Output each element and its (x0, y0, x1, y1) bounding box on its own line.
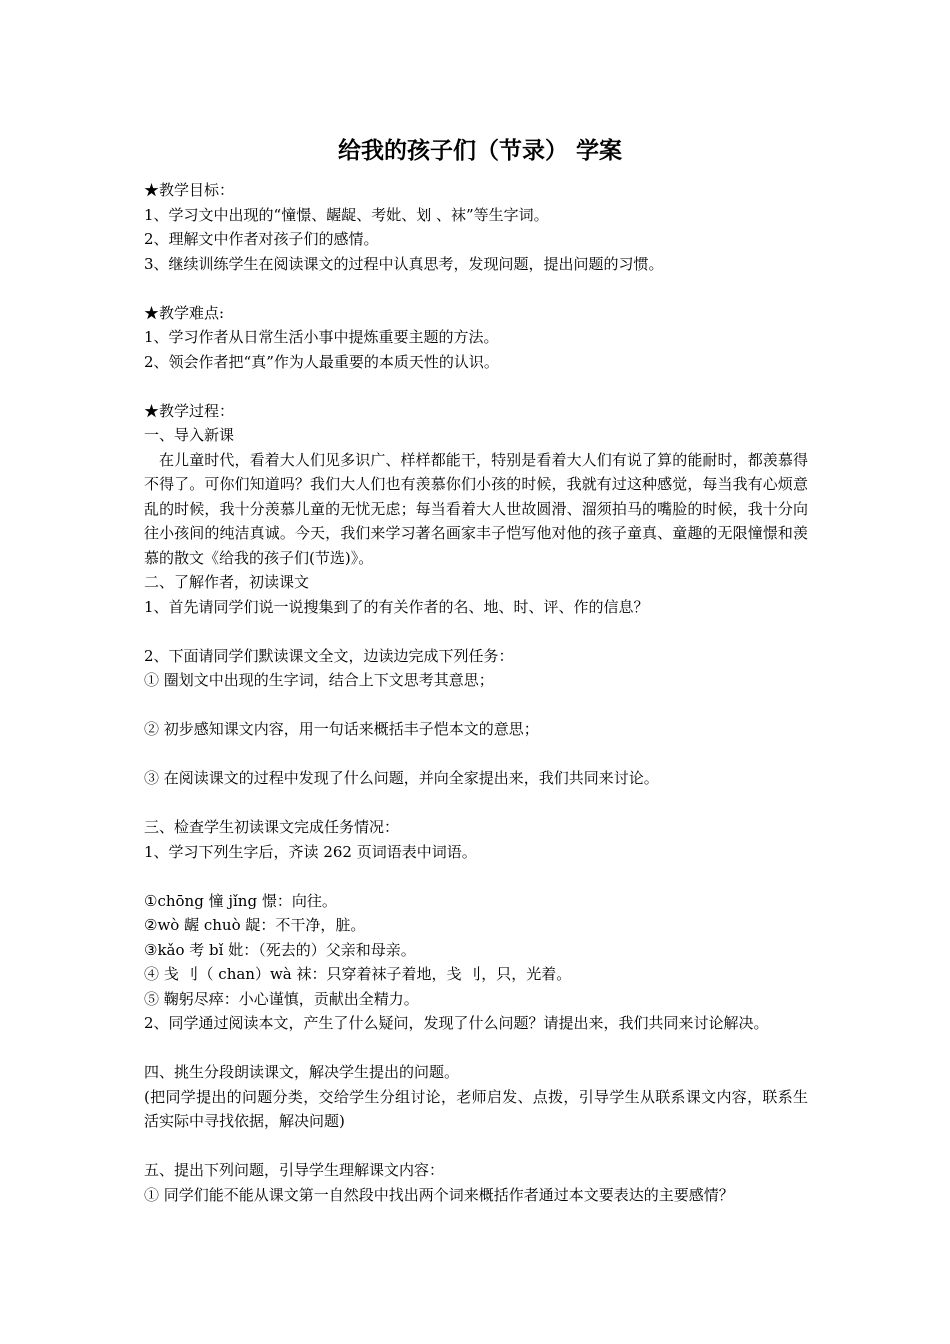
method-paragraph: (把同学提出的问题分类，交给学生分组讨论，老师启发、点拨，引导学生从联系课文内容，联系生活实际中寻找依据，解决问题) (144, 1087, 808, 1130)
spacer (144, 276, 808, 301)
vocab-item: ③kǎo 考 bǐ 妣：（死去的）父亲和母亲。 (144, 940, 416, 959)
process-heading: ★教学过程： (144, 401, 235, 420)
objective-item: 2、理解文中作者对孩子们的感情。 (144, 230, 379, 248)
spacer (144, 742, 808, 767)
difficulty-item: 1、学习作者从日常生活小事中提炼重要主题的方法。 (144, 328, 499, 346)
intro-paragraph: 在儿童时代，看着大人们见多识广、样样都能干，特别是看着大人们有说了算的能耐时，都羡慕得不得了。可你们知道吗？我们大人们也有羡慕你们小孩的时候，我就有过这种感觉，每当我有心烦意乱的时候，我十分羡慕儿童的无忧无虑；每当看着大人世故圆滑、溜须拍马的嘴脸的时候，我十分向往小孩间的纯洁真诚。今天，我们来学习著名画家丰子恺写他对他的孩子童真、童趣的无限憧憬和羡慕的散文《给我的孩子们(节选)》。 (144, 450, 808, 567)
spacer (144, 374, 808, 399)
spacer (144, 693, 808, 718)
task-item: ① 圈划文中出现的生字词，结合上下文思考其意思； (144, 671, 494, 689)
vocab-item: ⑤ 鞠躬尽瘁：小心谨慎，贡献出全精力。 (144, 989, 419, 1008)
section-heading: 二、了解作者，初读课文 (144, 573, 310, 591)
question-item: 1、首先请同学们说一说搜集到了的有关作者的名、地、时、评、作的信息？ (144, 597, 649, 616)
spacer (144, 864, 808, 889)
section-heading: 五、提出下列问题，引导学生理解课文内容： (144, 1161, 445, 1179)
question-item: ① 同学们能不能从课文第一自然段中找出两个词来概括作者通过本文要表达的主要感情？ (144, 1185, 734, 1204)
section-heading: 一、导入新课 (144, 426, 235, 444)
document-title: 给我的孩子们（节录） 学案 (337, 137, 622, 164)
task-item: ③ 在阅读课文的过程中发现了什么问题，并向全家提出来，我们共同来讨论。 (144, 769, 659, 787)
question-item: 2、下面请同学们默读课文全文，边读边完成下列任务： (144, 646, 514, 665)
objective-item: 3、继续训练学生在阅读课文的过程中认真思考，发现问题，提出问题的习惯。 (144, 254, 664, 273)
spacer (144, 619, 808, 644)
objectives-heading: ★教学目标： (144, 181, 235, 199)
document-page (144, 134, 808, 1207)
objective-item: 1、学习文中出现的“憧憬、龌龊、考妣、划 、袜”等生字词。 (144, 205, 549, 224)
question-item: 1、学习下列生字后，齐读 262 页词语表中词语。 (144, 842, 477, 861)
vocab-item: ④ 戋 刂（ chan）wà 袜：只穿着袜子着地，戋 刂，只，光着。 (144, 965, 572, 983)
spacer (144, 791, 808, 816)
difficulties-heading: ★教学难点: (144, 303, 225, 322)
section-heading: 四、挑生分段朗读课文，解决学生提出的问题。 (144, 1063, 460, 1081)
difficulty-item: 2、领会作者把“真”作为人最重要的本质天性的认识。 (144, 352, 499, 371)
spacer (144, 1134, 808, 1159)
spacer (144, 1036, 808, 1061)
question-item: 2、同学通过阅读本文，产生了什么疑问，发现了什么问题？请提出来，我们共同来讨论解决。 (144, 1014, 769, 1032)
vocab-item: ①chōng 憧 jǐng 憬：向往。 (144, 891, 337, 910)
task-item: ② 初步感知课文内容，用一句话来概括丰子恺本文的意思； (144, 720, 539, 738)
section-heading: 三、检查学生初读课文完成任务情况： (144, 818, 400, 836)
vocab-item: ②wò 龌 chuò 龊：不干净，脏。 (144, 916, 366, 934)
